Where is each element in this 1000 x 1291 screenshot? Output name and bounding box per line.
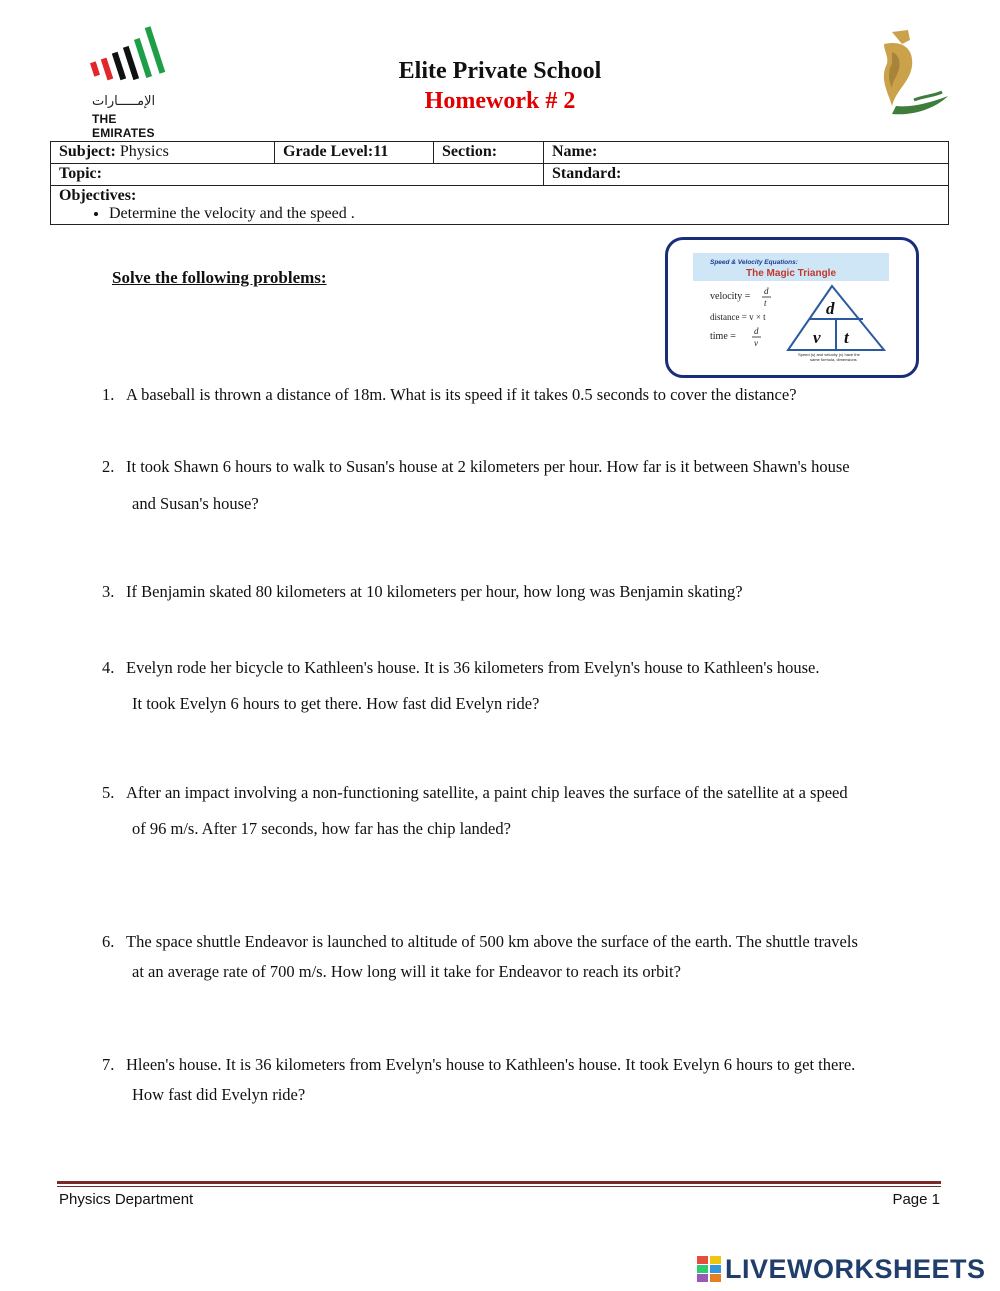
problem-item — [102, 385, 932, 405]
standard-cell[interactable]: Standard: — [544, 164, 949, 186]
problem-text-continued: How fast did Evelyn ride? — [132, 1085, 306, 1104]
subject-value: Physics — [119, 143, 169, 160]
problem-text: Evelyn rode her bicycle to Kathleen's house. It is 36 kilometers from Evelyn's house to Kathleen's house. — [126, 658, 820, 677]
banner-title-text: The Magic Triangle — [746, 268, 837, 279]
objective-item: • Determine the velocity and the speed . — [109, 205, 940, 223]
instruction-heading: Solve the following problems: — [112, 268, 327, 287]
homework-title: Homework # 2 — [424, 88, 576, 114]
triangle-v: v — [813, 328, 821, 347]
velocity-frac-num: d — [764, 286, 769, 296]
footer-rule-thick — [57, 1181, 941, 1184]
problem-number: 4. — [102, 658, 115, 677]
problem-number: 6. — [102, 932, 115, 951]
falcon-icon — [862, 26, 954, 122]
objectives-cell — [51, 186, 949, 225]
objectives-list — [59, 205, 940, 223]
problem-text: After an impact involving a non-functioning satellite, a paint chip leaves the surface of the satellite at a speed — [126, 783, 848, 802]
problem-number: 3. — [102, 582, 115, 601]
velocity-frac-den: t — [764, 298, 767, 308]
section-cell[interactable]: Section: — [434, 142, 544, 164]
objectives-label: Objectives: — [59, 187, 137, 204]
problem-number: 1. — [102, 385, 115, 404]
emirates-arabic-text: الإمـــــارات — [92, 94, 156, 109]
subject-cell: Subject: Physics — [51, 142, 275, 164]
triangle-d: d — [826, 299, 835, 318]
emirates-latin-text: THE EMIRATES — [92, 112, 155, 140]
triangle-caption-1: Speed (s) and velocity (v) have the — [798, 352, 860, 357]
magic-triangle-image — [665, 237, 919, 378]
footer-page-number: Page 1 — [892, 1191, 940, 1208]
liveworksheets-blocks-icon — [697, 1256, 721, 1282]
footer-department: Physics Department — [59, 1191, 194, 1208]
topic-cell[interactable]: Topic: — [51, 164, 544, 186]
problem-item — [102, 783, 932, 839]
school-name: Elite Private School — [398, 58, 602, 84]
problem-text-continued: of 96 m/s. After 17 seconds, how far has the chip landed? — [132, 819, 511, 838]
problem-text: If Benjamin skated 80 kilometers at 10 kilometers per hour, how long was Benjamin skating? — [126, 582, 743, 601]
triangle-caption-2: same formula, dimensions — [810, 357, 857, 362]
student-info-table — [50, 141, 949, 225]
problem-item — [102, 1055, 932, 1105]
problem-number: 5. — [102, 783, 115, 802]
problem-item — [102, 658, 932, 714]
eq-velocity-text: velocity = — [710, 291, 751, 302]
banner-top-text: Speed & Velocity Equations: — [710, 259, 798, 266]
triangle-t: t — [844, 328, 849, 347]
time-frac-den: v — [754, 338, 758, 348]
problem-item — [102, 932, 932, 982]
problem-text-continued: at an average rate of 700 m/s. How long will it take for Endeavor to reach its orbit? — [132, 962, 681, 981]
eq-distance-text: distance = v × t — [710, 312, 766, 322]
problem-text-continued: It took Evelyn 6 hours to get there. How fast did Evelyn ride? — [132, 694, 540, 713]
eq-time-text: time = — [710, 331, 736, 342]
name-cell[interactable]: Name: — [544, 142, 949, 164]
problem-item — [102, 582, 932, 602]
problem-text: Hleen's house. It is 36 kilometers from Evelyn's house to Kathleen's house. It took Evelyn 6 hours to get there. — [126, 1055, 856, 1074]
problem-number: 2. — [102, 457, 115, 476]
liveworksheets-text: LIVEWORKSHEETS — [725, 1253, 986, 1284]
problem-text: A baseball is thrown a distance of 18m. What is its speed if it takes 0.5 seconds to cover the distance? — [126, 385, 797, 404]
magic-triangle-diagram — [668, 240, 916, 375]
problem-text: The space shuttle Endeavor is launched to altitude of 500 km above the surface of the earth. The shuttle travels — [126, 932, 858, 951]
grade-level-cell: Grade Level:11 — [275, 142, 434, 164]
footer-rule-thin — [57, 1186, 941, 1187]
problem-number: 7. — [102, 1055, 115, 1074]
falcon-school-logo — [862, 26, 954, 122]
problem-text-continued: and Susan's house? — [132, 494, 259, 513]
liveworksheets-logo[interactable] — [697, 1252, 986, 1286]
problem-item — [102, 457, 932, 514]
time-frac-num: d — [754, 326, 759, 336]
problem-text: It took Shawn 6 hours to walk to Susan's house at 2 kilometers per hour. How far is it between Shawn's house — [126, 457, 850, 476]
